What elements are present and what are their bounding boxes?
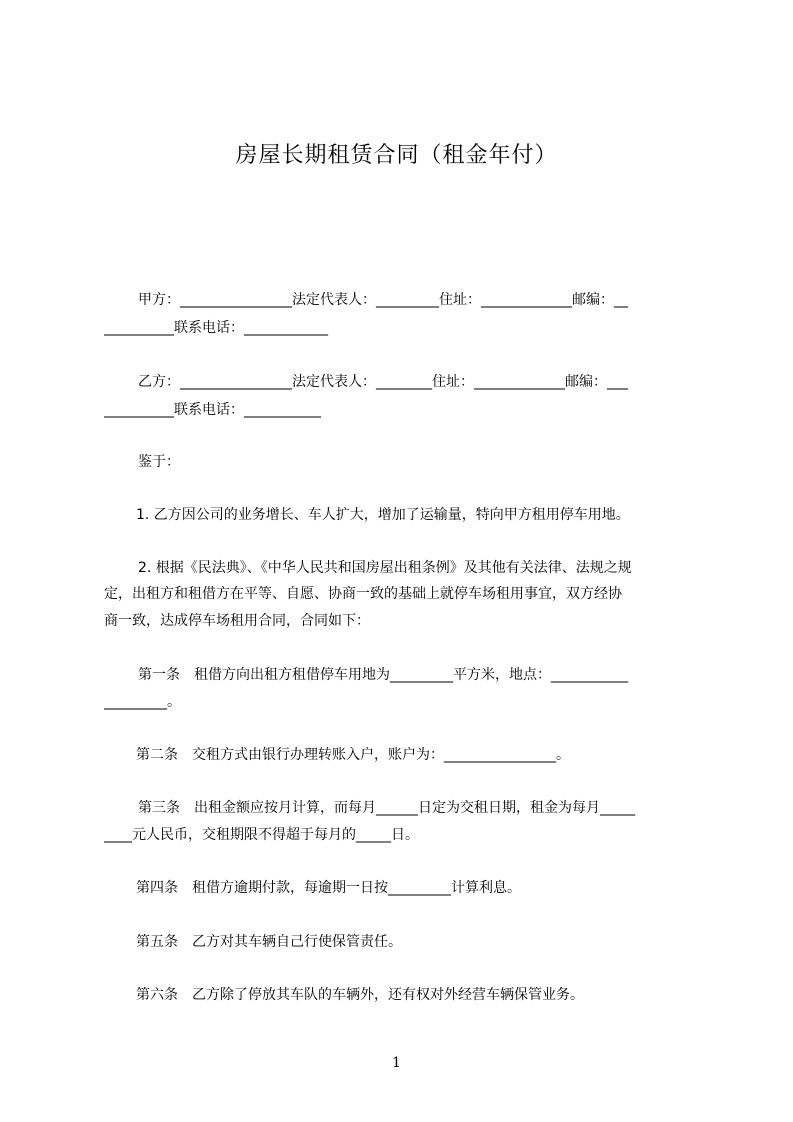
article-6: 第六条 乙方除了停放其车队的车辆外，还有权对外经营车辆保管业务。: [136, 987, 584, 1003]
recital-2-line-1: 2. 根据《民法典》、《中华人民共和国房屋出租条例》及其他有关法律、法规之规: [138, 560, 632, 576]
page-number: 1: [392, 1055, 401, 1071]
recital-1: 1. 乙方因公司的业务增长、车人扩大，增加了运输量，特向甲方租用停车用地。: [136, 507, 630, 523]
article-5: 第五条 乙方对其车辆自己行使保管责任。: [136, 934, 402, 950]
document-title: 房屋长期租赁合同（租金年付）: [235, 143, 558, 168]
article-1-line-2: _________。: [104, 694, 181, 710]
article-3-line-2: ____元人民币，交租期限不得超于每月的_____日。: [104, 827, 419, 843]
party-b-line-2: __________联系电话：___________: [104, 402, 321, 418]
article-4: 第四条 租借方逾期付款，每逾期一日按_________计算利息。: [136, 880, 521, 896]
article-3-line-1: 第三条 出租金额应按月计算，而每月______日定为交租日期，租金为每月_____: [138, 800, 635, 816]
whereas-heading: 鉴于：: [138, 454, 180, 470]
recital-2-line-3: 商一致，达成停车场租用合同，合同如下：: [104, 613, 370, 629]
party-a-line-1: 甲方：________________法定代表人：_________住址：_____________邮编：__: [138, 292, 628, 308]
article-1-line-1: 第一条 租借方向出租方租借停车用地为_________平方米，地点：___________: [138, 667, 628, 683]
article-2: 第二条 交租方式由银行办理转账入户，账户为：________________。: [136, 747, 570, 763]
recital-2-line-2: 定，出租方和租借方在平等、自愿、协商一致的基础上就停车场租用事宜，双方经协: [104, 586, 622, 602]
party-b-line-1: 乙方：________________法定代表人：________住址：_____________邮编：___: [138, 374, 628, 390]
party-a-line-2: __________联系电话：____________: [104, 320, 328, 336]
